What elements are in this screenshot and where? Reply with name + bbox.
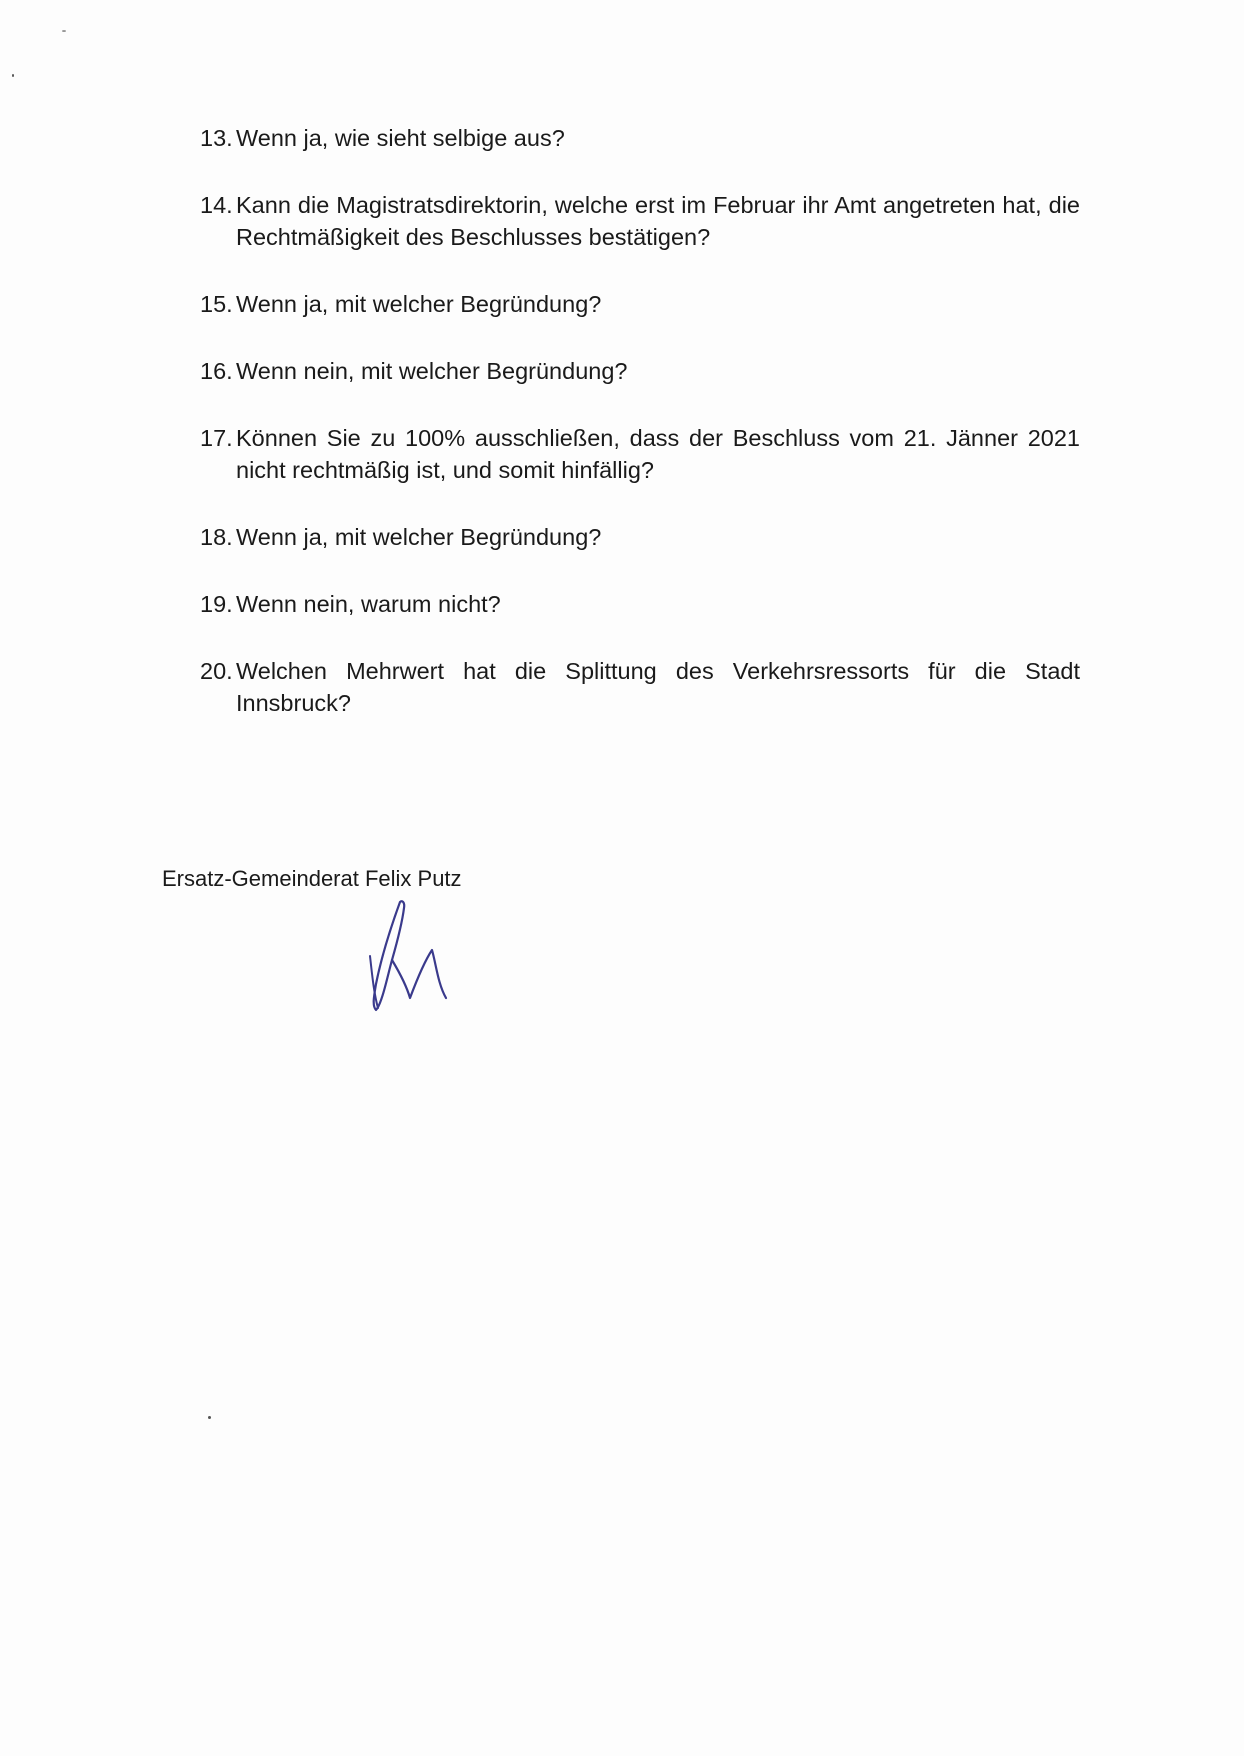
- question-item: [200, 288, 1080, 320]
- question-number: 16.: [200, 358, 233, 384]
- question-number: 19.: [200, 591, 233, 617]
- question-text: Wenn nein, mit welcher Begründung?: [236, 358, 628, 384]
- scan-speck: [12, 74, 14, 77]
- question-item: [200, 422, 1080, 486]
- question-number: 14.: [200, 192, 233, 218]
- question-number: 18.: [200, 524, 233, 550]
- question-item: [200, 588, 1080, 620]
- scan-speck: [62, 30, 66, 32]
- question-number: 13.: [200, 125, 233, 151]
- question-number: 17.: [200, 425, 233, 451]
- question-number: 20.: [200, 658, 233, 684]
- signature-block: [162, 864, 662, 894]
- question-item: [200, 655, 1080, 719]
- question-text: Wenn ja, mit welcher Begründung?: [236, 524, 602, 550]
- signature-icon: [362, 894, 472, 1024]
- question-text: Wenn ja, mit welcher Begründung?: [236, 291, 602, 317]
- scan-speck: [208, 1416, 211, 1419]
- question-item: [200, 355, 1080, 387]
- signer-name: Ersatz-Gemeinderat Felix Putz: [162, 866, 462, 891]
- question-item: [200, 122, 1080, 154]
- question-list: [200, 122, 1080, 754]
- question-item: [200, 189, 1080, 253]
- question-number: 15.: [200, 291, 233, 317]
- question-text: Wenn nein, warum nicht?: [236, 591, 501, 617]
- question-item: [200, 521, 1080, 553]
- question-text: Welchen Mehrwert hat die Splittung des Verkehrsressorts für die Stadt Innsbruck?: [236, 658, 1080, 716]
- question-text: Können Sie zu 100% ausschließen, dass der Beschluss vom 21. Jänner 2021 nicht rechtmäßig ist, und somit hinfällig?: [236, 425, 1080, 483]
- question-text: Wenn ja, wie sieht selbige aus?: [236, 125, 565, 151]
- question-text: Kann die Magistratsdirektorin, welche erst im Februar ihr Amt angetreten hat, die Rechtmäßigkeit des Beschlusses bestätigen?: [236, 192, 1080, 250]
